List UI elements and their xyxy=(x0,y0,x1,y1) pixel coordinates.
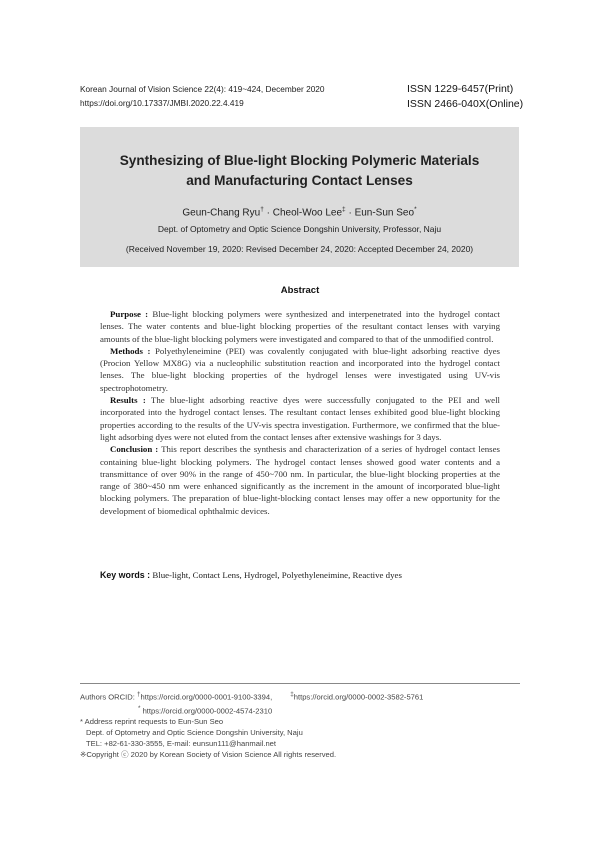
affiliation: Dept. of Optometry and Optic Science Dongshin University, Professor, Naju xyxy=(157,224,442,234)
journal-line: Korean Journal of Vision Science 22(4): 419~424, December 2020 xyxy=(80,84,325,94)
orcid-link[interactable]: https://orcid.org/0000-0002-4574-2310 xyxy=(140,706,273,716)
doi-link[interactable]: https://doi.org/10.17337/JMBI.2020.22.4.419 xyxy=(80,98,244,108)
section-text: The blue-light adsorbing reactive dyes were successfully conjugated to the PEI and well incorporated into the hydrogel contact lenses. The resultant contact lenses exhibited good blue-light blocking properties according to the results of the UV-vis spectra investigation. Furthermore, we confirmed that the blue-light adsorbing dyes were not eluted from the contact lenses after extensive washings for 3 days. xyxy=(100,395,500,442)
title-line-2: and Manufacturing Contact Lenses xyxy=(186,173,413,188)
footnote-divider xyxy=(80,683,520,684)
section-label: Results : xyxy=(110,395,146,406)
issn-print: ISSN 1229-6457(Print) xyxy=(407,83,514,95)
abstract-heading: Abstract xyxy=(280,285,320,296)
author-name: Geun-Chang Ryu xyxy=(182,207,261,219)
author-name: Cheol-Woo Lee xyxy=(272,207,343,219)
orcid-line xyxy=(80,689,540,703)
received-dates: (Received November 19, 2020: Revised December 24, 2020: Accepted December 24, 2020) xyxy=(125,244,474,254)
orcid-link[interactable]: https://orcid.org/0000-0001-9100-3394, xyxy=(140,692,273,702)
author-mark: † xyxy=(260,206,264,213)
keywords-label: Key words : xyxy=(100,570,151,580)
author-mark: ‡ xyxy=(342,206,346,213)
reprint-line xyxy=(80,716,540,727)
reprint-mark: * xyxy=(80,717,83,727)
copyright-line: ※Copyright ⓒ 2020 by Korean Society of Vision Science All rights reserved. xyxy=(80,750,337,760)
orcid-mark: * xyxy=(138,704,141,712)
issn-online: ISSN 2466-040X(Online) xyxy=(407,98,524,110)
orcid-link[interactable]: https://orcid.org/0000-0002-3582-5761 xyxy=(293,692,424,702)
author-list xyxy=(80,206,519,218)
section-label: Purpose : xyxy=(110,309,149,319)
author-name: Eun-Sun Seo xyxy=(354,207,415,219)
reprint-text: Address reprint requests to Eun-Sun Seo xyxy=(82,717,224,727)
footnotes xyxy=(80,689,540,760)
keywords-text: Blue-light, Contact Lens, Hydrogel, Polyethyleneimine, Reactive dyes xyxy=(150,570,402,580)
section-text: Blue-light blocking polymers were synthesized and interpenetrated into the hydrogel contact lenses. The water contents and blue-light blocking properties of the resultant contact lenses with varying amounts of the blue-light blocking polymers were investigated and compared to that of the unmodified control. xyxy=(100,309,501,344)
orcid-line-2 xyxy=(80,703,540,717)
section-label: Conclusion : xyxy=(110,444,159,455)
section-text: This report describes the synthesis and characterization of a series of hydrogel contact lenses containing blue-light blocking polymers. The hydrogel contact lenses showed good water contents and a transmittance of over 90% in the range of 450~700 nm. In particular, the blue-light blocking properties at the range of 380~450 nm were enhanced significantly as the increment in the amount of incorporated blue-light blocking polymers. The preparation of blue-light-blocking contact lenses may offer a new opportunity for the development of biomedical ophthalmic devices. xyxy=(100,444,500,516)
abstract-conclusion xyxy=(100,443,500,517)
abstract-body xyxy=(100,308,500,517)
address-line: Dept. of Optometry and Optic Science Dongshin University, Naju xyxy=(86,728,303,738)
paper-title xyxy=(80,151,519,191)
orcid-mark: † xyxy=(136,691,141,698)
author-mark: * xyxy=(414,206,417,213)
journal-citation xyxy=(80,82,325,110)
abstract-methods xyxy=(100,345,500,394)
issn-block xyxy=(407,82,523,112)
title-line-1: Synthesizing of Blue-light Blocking Polymeric Materials xyxy=(119,153,480,168)
author-separator: · xyxy=(263,207,273,219)
keywords xyxy=(100,570,500,580)
orcid-label: Authors ORCID: xyxy=(80,692,137,702)
author-separator: · xyxy=(345,207,355,219)
title-box xyxy=(80,127,519,267)
orcid-mark: ‡ xyxy=(290,691,294,698)
abstract-purpose xyxy=(100,308,500,345)
section-text: Polyethyleneimine (PEI) was covalently conjugated with blue-light adsorbing reactive dyes (Procion Yellow MX8G) via a nucleophilic substitution reaction and incorporated into the hydrogel contact lenses. The blue-light blocking properties of the hydrogel lenses were investigated using UV-vis spectrophotometry. xyxy=(100,345,500,393)
contact-line: TEL: +82-61-330-3555, E-mail: eunsun111@hanmail.net xyxy=(86,739,277,749)
abstract-results xyxy=(100,394,500,443)
section-label: Methods : xyxy=(110,345,151,356)
